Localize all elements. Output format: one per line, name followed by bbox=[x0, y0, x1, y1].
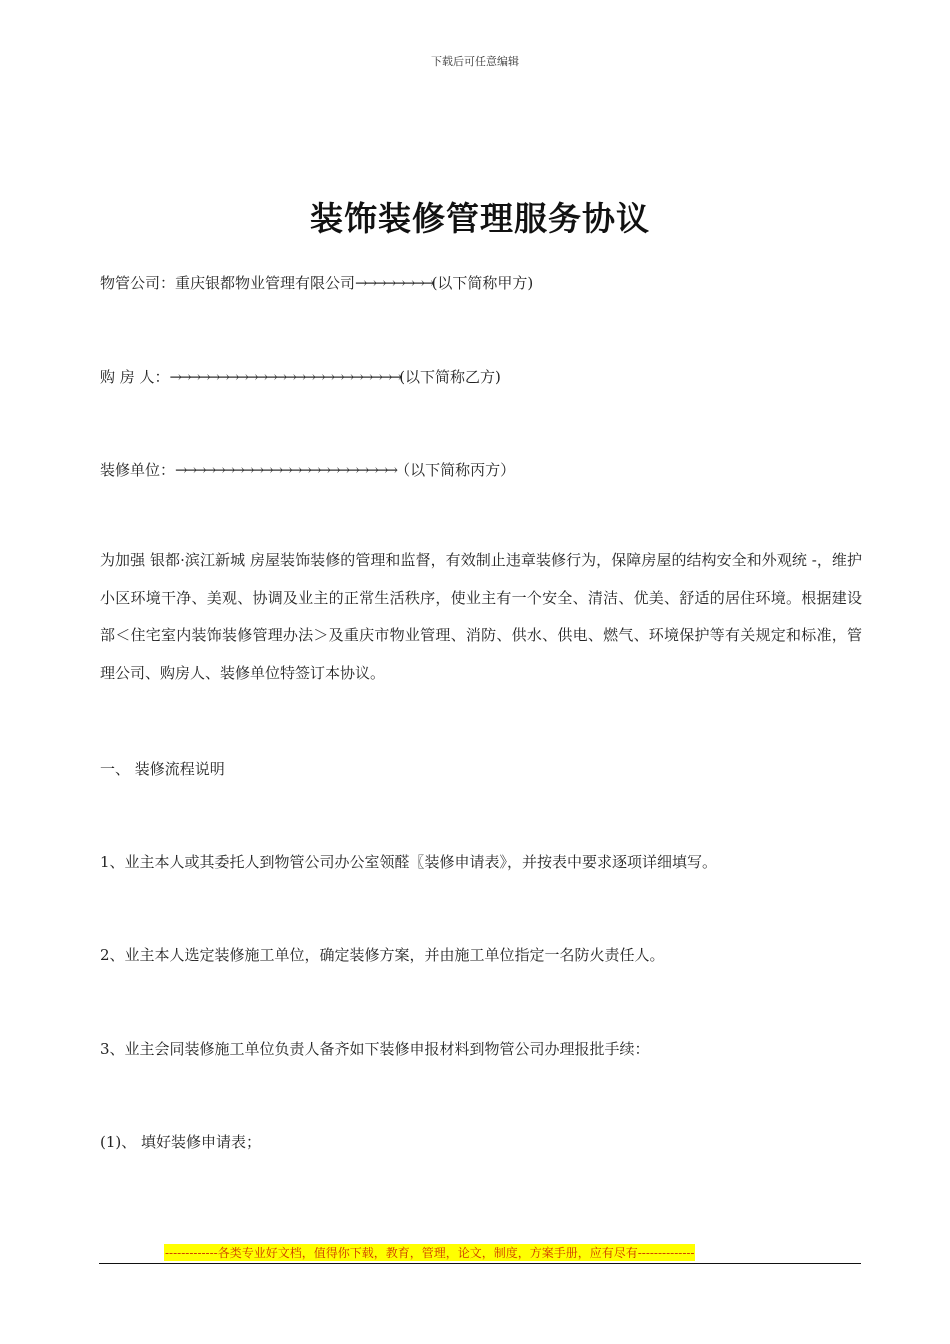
party-buyer-line bbox=[100, 366, 501, 387]
intro-paragraph: 为加强 银都·滨江新城 房屋装饰装修的管理和监督，有效制止违章装修行为，保障房屋的结构安全和外观统 -，维护小区环境干净、美观、协调及业主的正常生活秩序，使业主有一个安全、清洁、优美、舒适的居住环境。根据建设部＜住宅室内装饰装修管理办法＞及重庆市物业管理、消防、供水、供电、燃气、环境保护等有关规定和标准，管理公司、购房人、装修单位特签订本协议。 bbox=[100, 551, 862, 682]
party-company-label: 物管公司： bbox=[100, 274, 176, 292]
party-decorator-line bbox=[100, 459, 515, 480]
party-buyer-arrows: →→→→→→→→→→→→→→→→→→→→→→→→ bbox=[169, 368, 400, 386]
step-item: 2、业主本人选定装修施工单位，确定装修方案，并由施工单位指定一名防火责任人。 bbox=[100, 946, 665, 964]
party-company-arrows: →→→→→→→→ bbox=[355, 274, 432, 292]
party-company-line bbox=[100, 272, 533, 293]
page-header: 下载后可任意编辑 bbox=[431, 55, 519, 68]
party-buyer-suffix: (以下简称乙方) bbox=[399, 368, 501, 386]
party-buyer-label: 购 房 人： bbox=[100, 368, 170, 386]
party-decorator-arrows: →→→→→→→→→→→→→→→→→→→→→→→ bbox=[175, 461, 396, 479]
party-decorator-label: 装修单位： bbox=[100, 461, 176, 479]
footer-banner: -------------各类专业好文档，值得你下载，教育，管理，论文，制度，方案手册，应有尽有-------------- bbox=[165, 1246, 695, 1260]
section-heading: 一、 装修流程说明 bbox=[100, 760, 225, 778]
step-item: 3、业主会同装修施工单位负责人备齐如下装修申报材料到物管公司办理报批手续： bbox=[100, 1040, 650, 1058]
party-company-name: 重庆银都物业管理有限公司 bbox=[175, 274, 356, 292]
party-decorator-suffix: （以下简称丙方） bbox=[395, 461, 516, 479]
footer-divider bbox=[99, 1263, 861, 1264]
party-company-suffix: (以下简称甲方) bbox=[431, 274, 534, 292]
step-item: 1、业主本人或其委托人到物管公司办公室领醛〖装修申请表》，并按表中要求逐项详细填写。 bbox=[100, 853, 718, 871]
sub-item: (1)、 填好装修申请表； bbox=[100, 1133, 262, 1151]
document-title: 装饰装修管理服务协议 bbox=[310, 199, 650, 238]
